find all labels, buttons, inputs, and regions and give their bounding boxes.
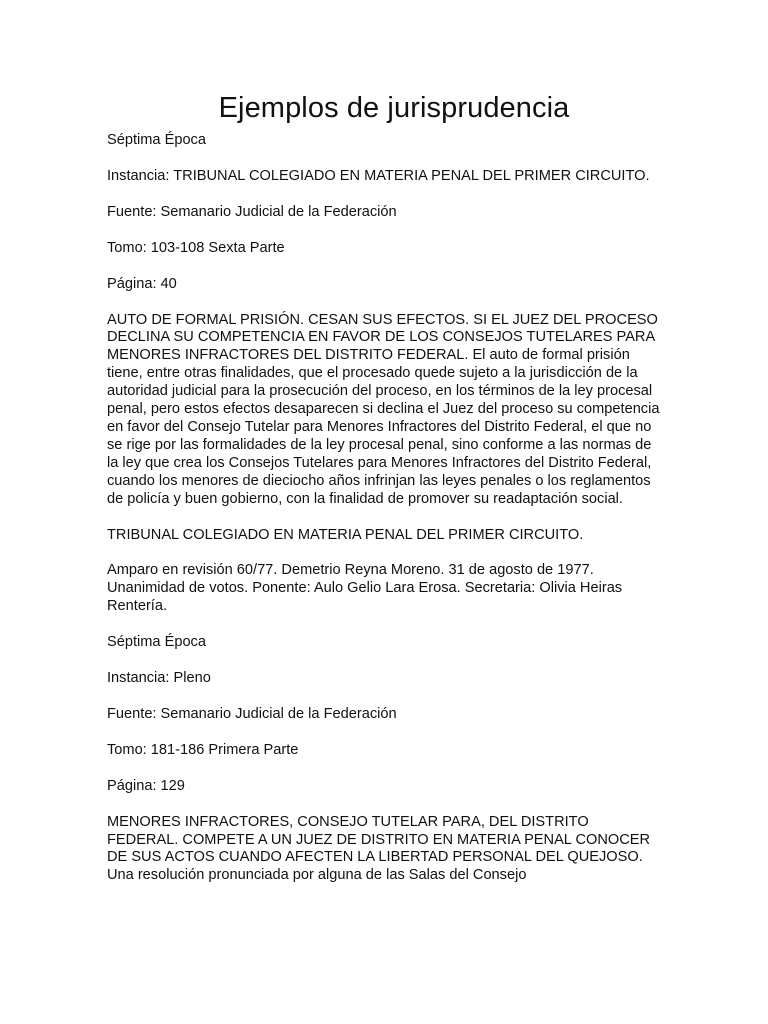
entry-1-pagina: Página: 40 (107, 275, 177, 292)
document-page (107, 90, 663, 903)
entry-2-instancia: Instancia: Pleno (107, 670, 211, 687)
entry-1-tomo: Tomo: 103-108 Sexta Parte (107, 239, 285, 256)
entry-1-tribunal: TRIBUNAL COLEGIADO EN MATERIA PENAL DEL PRIMER CIRCUITO. (107, 526, 584, 543)
entry-1 (107, 132, 663, 616)
document-title: Ejemplos de jurisprudencia (218, 92, 570, 124)
entry-2-epoca: Séptima Época (107, 634, 206, 651)
entry-2-tomo: Tomo: 181-186 Primera Parte (107, 741, 299, 758)
entry-2-pagina: Página: 129 (107, 777, 185, 794)
entry-2 (107, 634, 663, 885)
entry-1-instancia: Instancia: TRIBUNAL COLEGIADO EN MATERIA PENAL DEL PRIMER CIRCUITO. (107, 167, 650, 184)
entry-1-epoca: Séptima Época (107, 132, 206, 148)
entry-1-rubro-and-text: AUTO DE FORMAL PRISIÓN. CESAN SUS EFECTOS. SI EL JUEZ DEL PROCESO DECLINA SU COMPETENCIA EN FAVOR DE LOS CONSEJOS TUTELARES PARA MENORES INFRACTORES DEL DISTRITO FEDERAL. El auto de formal prisión tiene, entre otras finalidades, que el procesado quede sujeto a la jurisdicción de la autoridad judicial para la prosecución del proceso, en los términos de la ley procesal penal, pero estos efectos desaparecen si declina el Juez del proceso su competencia en favor del Consejo Tutelar para Menores Infractores del Distrito Federal, el que no se rige por las formalidades de la ley procesal penal, sino conforme a las normas de la ley que crea los Consejos Tutelares para Menores Infractores del Distrito Federal, cuando los menores de dieciocho años infrinjan las leyes penales o los reglamentos de policía y buen gobierno, con la finalidad de promover su readaptación social. (107, 311, 660, 507)
entry-2-fuente: Fuente: Semanario Judicial de la Federación (107, 705, 397, 722)
entry-1-fuente: Fuente: Semanario Judicial de la Federación (107, 203, 397, 220)
entry-1-precedente: Amparo en revisión 60/77. Demetrio Reyna Moreno. 31 de agosto de 1977. Unanimidad de votos. Ponente: Aulo Gelio Lara Erosa. Secretaria: Olivia Heiras Rentería. (107, 562, 623, 615)
entry-2-rubro-and-text: MENORES INFRACTORES, CONSEJO TUTELAR PARA, DEL DISTRITO FEDERAL. COMPETE A UN JUEZ DE DISTRITO EN MATERIA PENAL CONOCER DE SUS ACTOS CUANDO AFECTEN LA LIBERTAD PERSONAL DEL QUEJOSO. Una resolución pronunciada por alguna de las Salas del Consejo (107, 813, 651, 884)
